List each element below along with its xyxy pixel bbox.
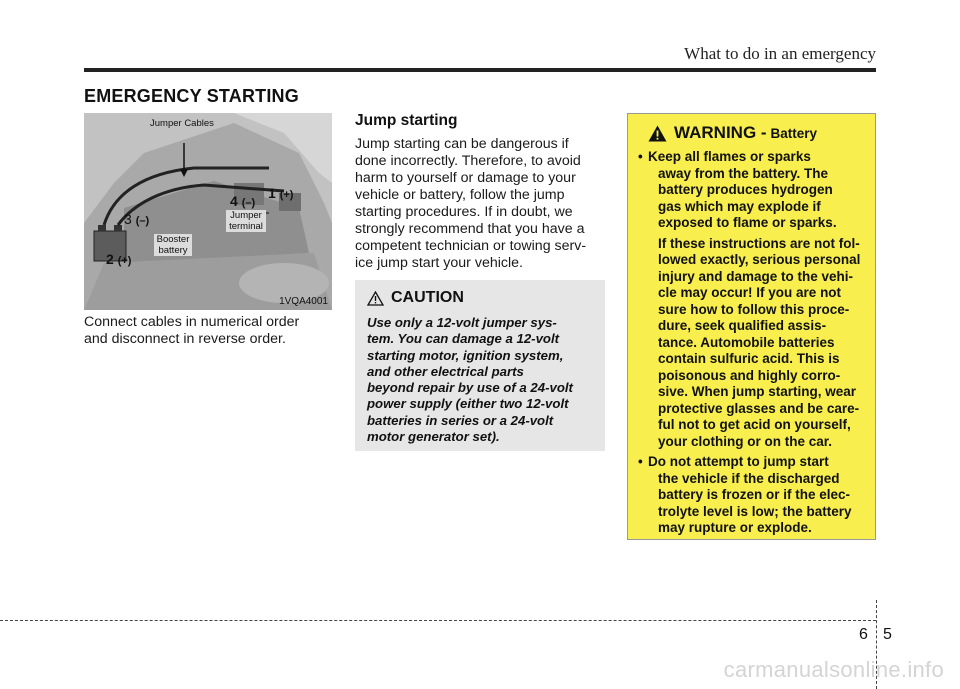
jump-line-8: ice jump start your vehicle. (355, 255, 523, 271)
label-jumper-terminal-line2: terminal (229, 221, 263, 232)
warning-item-frozen (638, 454, 869, 537)
running-header: What to do in an emergency (684, 44, 876, 63)
warning-triangle-icon (648, 125, 667, 142)
warn2-line-3: battery is frozen or if the elec- (658, 487, 851, 502)
step-3-polarity: (–) (135, 215, 150, 227)
caution-heading (367, 289, 464, 307)
step-2-polarity: (+) (117, 255, 132, 267)
jump-starting-title: Jump starting (355, 112, 458, 129)
warn1-line-3: battery produces hydrogen (658, 182, 833, 197)
warn1p-line-9: poisonous and highly corro- (658, 367, 841, 383)
warn1p-line-8: contain sulfuric acid. This is (658, 351, 840, 366)
warn2-line-4: trolyte level is low; the battery (658, 503, 852, 519)
step-4-marker (230, 193, 255, 209)
page-number: 5 (883, 626, 892, 643)
connect-instructions (84, 314, 332, 348)
site-watermark: carmanualsonline.info (723, 657, 944, 682)
warn2-line-2: the vehicle if the discharged (658, 470, 840, 486)
warning-box (627, 113, 876, 540)
label-booster-line1: Booster (156, 234, 190, 245)
warning-list (638, 149, 869, 541)
warn2-line-5: may rupture or explode. (658, 520, 812, 535)
warning-item-flames-para (648, 236, 869, 451)
caution-line-6: power supply (either two 12-volt (367, 396, 569, 412)
step-4-polarity: (–) (241, 197, 256, 209)
label-booster-line2: battery (158, 245, 188, 256)
footer-rule (0, 620, 876, 621)
warn1-line-2: away from the battery. The (658, 165, 829, 181)
step-1-number: 1 (268, 185, 276, 201)
warn1-line-1: Keep all flames or sparks (648, 149, 811, 164)
label-jumper-terminal-line1: Jumper (230, 210, 262, 221)
caution-line-2: tem. You can damage a 12-volt (367, 331, 560, 347)
warn1-line-4: gas which may explode if (658, 198, 821, 214)
warn1p-line-11: protective glasses and be care- (658, 400, 860, 416)
caution-triangle-icon (367, 291, 384, 306)
caution-line-3: starting motor, ignition system, (367, 347, 564, 363)
warn1p-line-5: sure how to follow this proce- (658, 301, 850, 317)
warn2-line-1: Do not attempt to jump start (648, 454, 829, 469)
jump-start-illustration (84, 113, 332, 310)
warn1p-line-10: sive. When jump starting, wear (658, 384, 857, 399)
jump-line-6: strongly recommend that you have a (355, 221, 585, 237)
car-engine-drawing (84, 113, 332, 310)
warning-subtitle: Battery (770, 125, 818, 141)
caution-line-5: beyond repair by use of a 24-volt (367, 380, 573, 396)
jump-line-4: vehicle or battery, follow the jump (355, 187, 565, 203)
caution-line-7: batteries in series or a 24-volt (367, 412, 554, 428)
warn1p-line-6: dure, seek qualified assis- (658, 318, 827, 333)
warning-heading (648, 123, 817, 143)
step-2-number: 2 (106, 251, 114, 267)
jump-line-2: done incorrectly. Therefore, to avoid (355, 153, 581, 169)
jump-line-7: competent technician or towing serv- (355, 238, 587, 254)
warning-bullet-1: • (638, 149, 643, 164)
warn1p-line-13: your clothing or on the car. (658, 433, 833, 449)
jump-line-5: starting procedures. If in doubt, we (355, 204, 573, 220)
step-3-marker (124, 211, 149, 227)
connect-line-2: and disconnect in reverse order. (84, 331, 286, 347)
label-jumper-terminal (226, 210, 266, 232)
jump-line-3: harm to yourself or damage to your (355, 170, 576, 186)
jump-line-1: Jump starting can be dangerous if (355, 136, 569, 152)
step-3-number: 3 (124, 211, 132, 227)
warn1p-line-3: injury and damage to the vehi- (658, 268, 854, 284)
caution-box (355, 280, 605, 451)
caution-title: CAUTION (391, 289, 464, 306)
warn1p-line-4: cle may occur! If you are not (658, 285, 842, 300)
warn1p-line-12: ful not to get acid on yourself, (658, 417, 851, 432)
warning-item-flames (638, 149, 869, 450)
section-title: EMERGENCY STARTING (84, 86, 299, 106)
step-1-marker (268, 185, 293, 201)
label-booster-battery (154, 234, 192, 256)
header-rule (84, 68, 876, 72)
label-jumper-cables: Jumper Cables (150, 118, 214, 129)
warning-title: WARNING - (674, 123, 767, 142)
caution-line-1: Use only a 12-volt jumper sys- (367, 315, 557, 330)
connect-line-1: Connect cables in numerical order (84, 314, 300, 330)
caution-text (367, 315, 599, 445)
figure-code: 1VQA4001 (279, 296, 328, 307)
jump-starting-body (355, 136, 605, 272)
step-1-polarity: (+) (279, 189, 294, 201)
warn1p-line-2: lowed exactly, serious personal (658, 252, 861, 267)
warn1-line-5: exposed to flame or sparks. (658, 215, 837, 230)
warn1p-line-7: tance. Automobile batteries (658, 334, 835, 350)
warning-bullet-2: • (638, 454, 643, 469)
step-4-number: 4 (230, 193, 238, 209)
warn1p-line-1: If these instructions are not fol- (658, 235, 860, 251)
step-2-marker (106, 251, 131, 267)
chapter-number: 6 (859, 626, 868, 643)
caution-line-4: and other electrical parts (367, 363, 524, 379)
caution-line-8: motor generator set). (367, 429, 500, 445)
